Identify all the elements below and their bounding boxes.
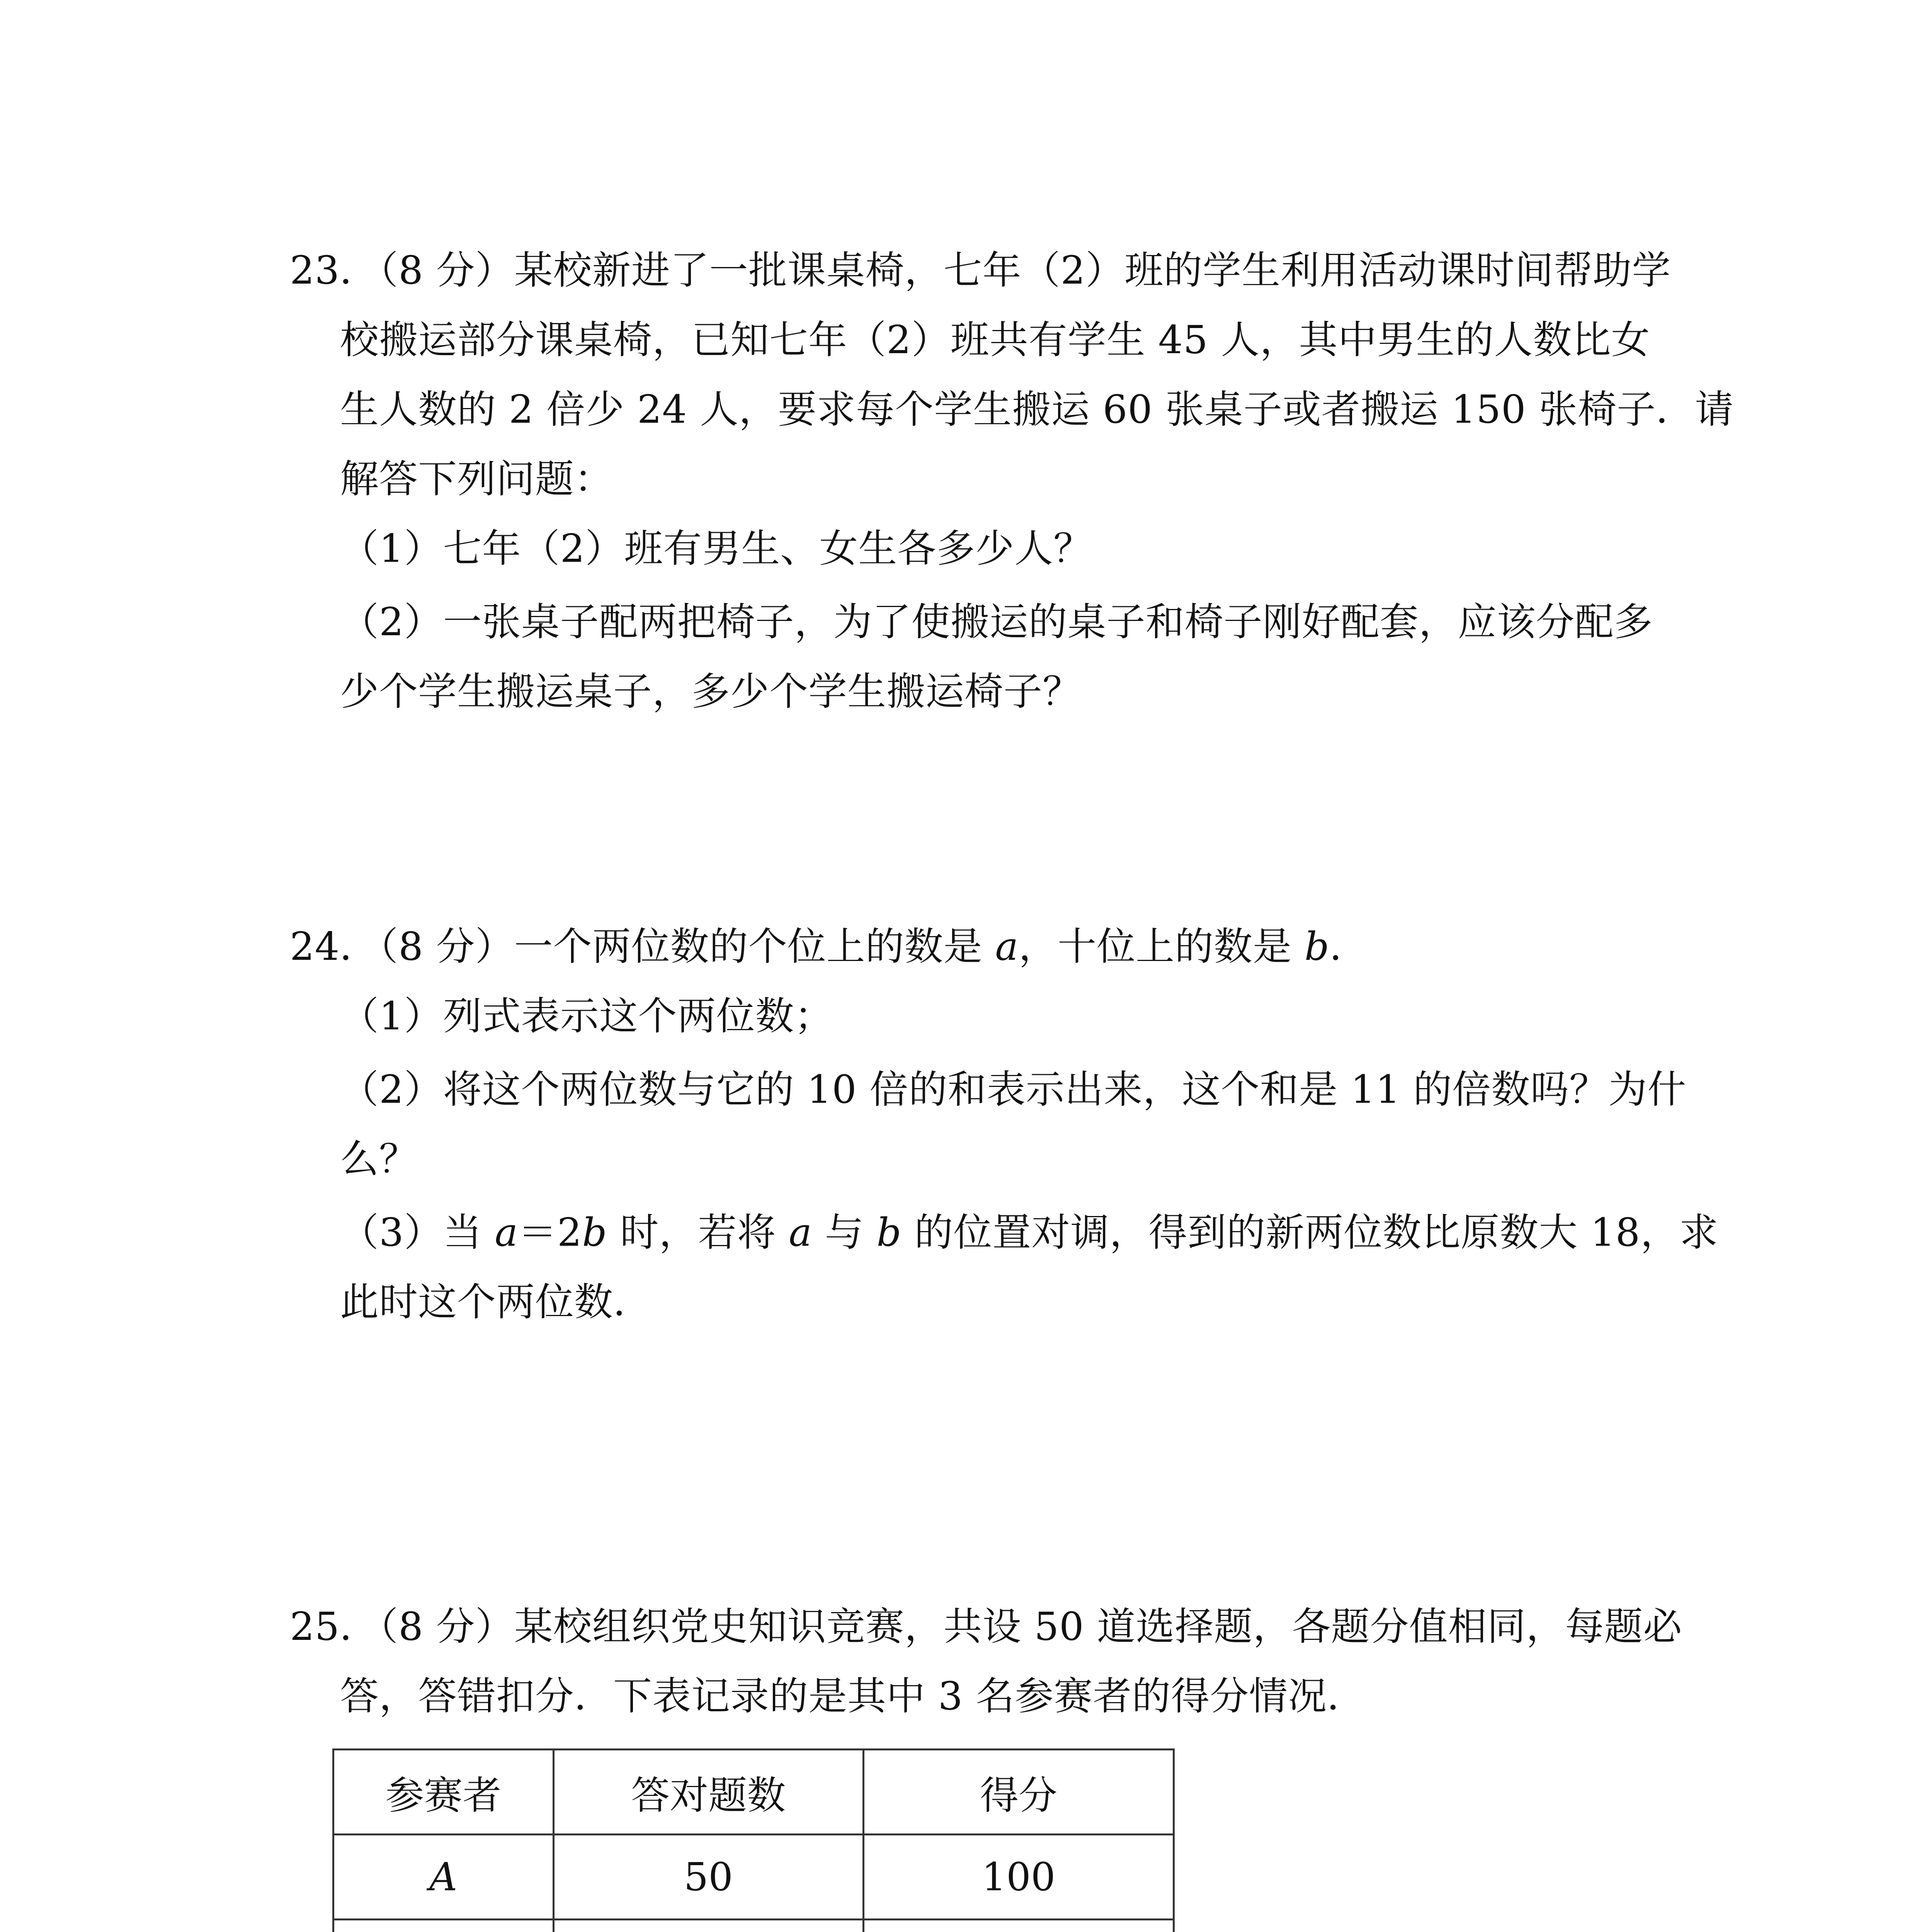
q24-var-a: a: [995, 924, 1019, 969]
q24-part-3-text-1: （3）当: [340, 1210, 495, 1255]
table-cell: [863, 1920, 1174, 1932]
q24-part-3-line-2: 此时这个两位数．: [340, 1279, 652, 1325]
score-table: [332, 1748, 1175, 1932]
table-row: [333, 1835, 1174, 1920]
q24-part-3-text-4: 与: [812, 1210, 877, 1255]
q23-line-4: 解答下列问题：: [340, 456, 613, 502]
q24-part-2-line-1: （2）将这个两位数与它的 10 倍的和表示出来，这个和是 11 的倍数吗？为什: [340, 1067, 1687, 1112]
q24-var-b: b: [1304, 924, 1330, 969]
q23-line-3: 生人数的 2 倍少 24 人，要求每个学生搬运 60 张桌子或者搬运 150 张椅子．请: [340, 387, 1734, 432]
q24-stem: [290, 923, 1369, 970]
q24-part-3-var-b: b: [582, 1210, 607, 1255]
table-header-row: [333, 1750, 1174, 1835]
q23-line-2: 校搬运部分课桌椅，已知七年（2）班共有学生 45 人，其中男生的人数比女: [340, 317, 1650, 362]
table-cell: [553, 1920, 863, 1932]
table-header-cell: 得分: [863, 1750, 1174, 1835]
q24-part-1: （1）列式表示这个两位数；: [340, 993, 833, 1039]
q24-part-3-text-2: ＝2: [518, 1210, 582, 1255]
table-cell: [333, 1835, 554, 1920]
q24-part-3-text-3: 时，若将: [607, 1210, 789, 1255]
q24-stem-prefix: 24．（8 分）一个两位数的个位上的数是: [290, 924, 995, 969]
q24-part-3-var-a: a: [495, 1210, 519, 1255]
q24-part-3-text-5: 的位置对调，得到的新两位数比原数大 18，求: [902, 1210, 1719, 1255]
q23-part-1: （1）七年（2）班有男生、女生各多少人？: [340, 526, 1093, 571]
q24-part-2-line-2: 么？: [340, 1136, 418, 1182]
q23-part-2-line-2: 少个学生搬运桌子，多少个学生搬运椅子？: [340, 669, 1082, 714]
table-cell: 100: [863, 1835, 1174, 1920]
table-cell: 50: [553, 1835, 863, 1920]
q25-line-1: 25．（8 分）某校组织党史知识竞赛，共设 50 道选择题，各题分值相同，每题必: [290, 1604, 1682, 1649]
table-cell: [333, 1920, 554, 1932]
q24-part-3-var-b-2: b: [876, 1210, 902, 1255]
q23-line-1: 23．（8 分）某校新进了一批课桌椅，七年（2）班的学生利用活动课时间帮助学: [290, 248, 1671, 293]
q24-part-3-line-1: [340, 1209, 1718, 1256]
q24-part-3-var-a-2: a: [789, 1210, 812, 1255]
q23-part-2-line-1: （2）一张桌子配两把椅子，为了使搬运的桌子和椅子刚好配套，应该分配多: [340, 599, 1653, 645]
table-header-cell: 参赛者: [333, 1750, 554, 1835]
table-header-cell: 答对题数: [553, 1750, 863, 1835]
q24-stem-mid: ，十位上的数是: [1019, 924, 1305, 969]
table-row: [333, 1920, 1174, 1932]
q24-stem-end: ．: [1329, 924, 1369, 969]
q25-line-2: 答，答错扣分．下表记录的是其中 3 名参赛者的得分情况．: [340, 1673, 1366, 1719]
participant-label: A: [429, 1854, 458, 1900]
